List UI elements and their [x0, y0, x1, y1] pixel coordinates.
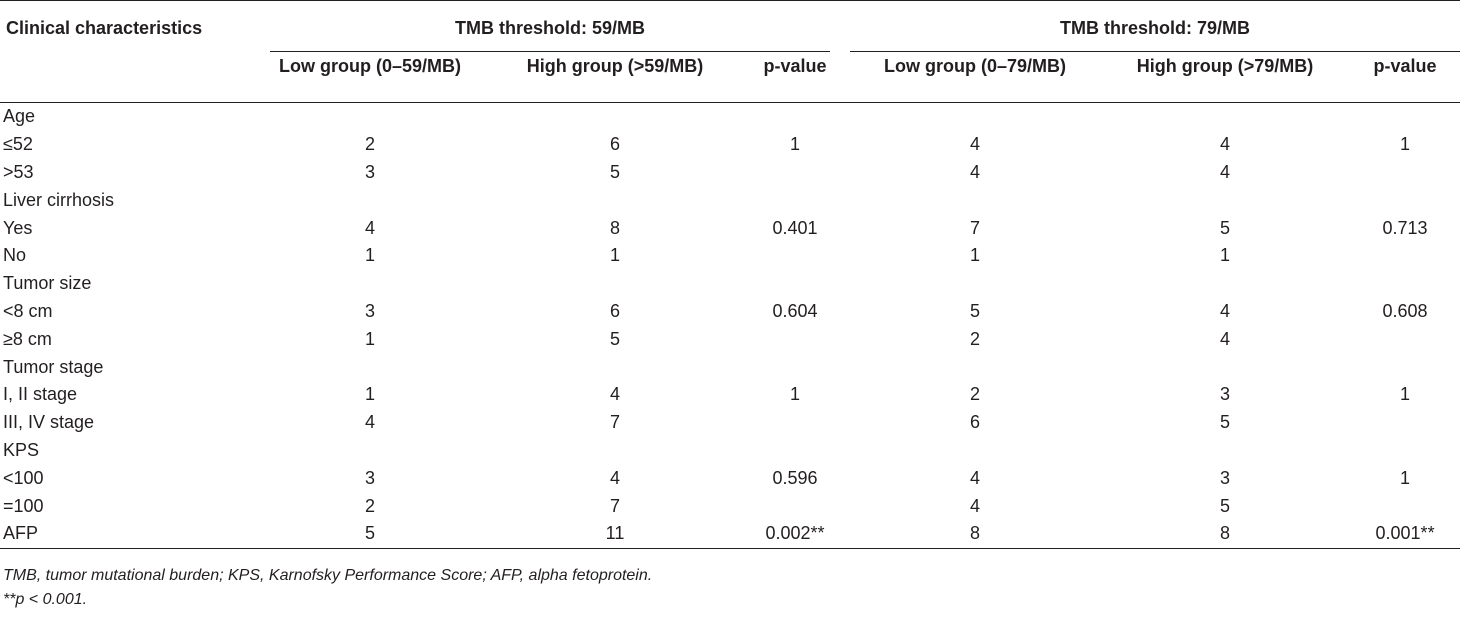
- cell-pvalue-59: 1: [790, 134, 801, 155]
- table-row: [0, 437, 1460, 465]
- cell-high-79: 4: [1220, 300, 1231, 321]
- cell-high-59: 6: [609, 134, 620, 155]
- header-low-59: Low group (0–59/MB): [250, 56, 490, 103]
- cell-low-59: [250, 103, 490, 131]
- cell-pvalue-79: [1350, 186, 1460, 214]
- cell-pvalue-59: 0.401: [772, 217, 818, 238]
- cell-low-59: 3: [364, 467, 375, 488]
- cell-pvalue-59: [740, 242, 850, 270]
- cell-pvalue-79: 1: [1400, 467, 1411, 488]
- row-label: Age: [3, 106, 36, 127]
- cell-low-59: 5: [250, 520, 490, 548]
- header-group-79-rule: [850, 51, 1460, 52]
- cell-high-79: 5: [1220, 412, 1231, 433]
- cell-high-59: 1: [609, 245, 620, 266]
- cell-pvalue-79: 0.001**: [1350, 520, 1460, 548]
- cell-pvalue-59: [740, 409, 850, 437]
- row-label: =100: [3, 495, 44, 516]
- row-label: ≥8 cm: [3, 328, 52, 349]
- row-label: KPS: [3, 439, 40, 460]
- cell-low-59: 4: [364, 412, 375, 433]
- row-label: III, IV stage: [3, 412, 95, 433]
- cell-low-59: 3: [364, 300, 375, 321]
- cell-pvalue-59: [740, 437, 850, 465]
- header-row-subgroups: [0, 56, 1460, 103]
- header-group-59-rule: [270, 51, 830, 52]
- cell-high-79: 5: [1220, 217, 1231, 238]
- cell-high-59: [490, 103, 740, 131]
- cell-pvalue-79: [1350, 353, 1460, 381]
- cell-high-59: [490, 270, 740, 298]
- cell-low-79: 8: [850, 520, 1100, 548]
- cell-high-59: 5: [609, 161, 620, 182]
- cell-pvalue-59: 1: [790, 384, 801, 405]
- cell-high-79: [1100, 437, 1350, 465]
- cell-low-79: [850, 437, 1100, 465]
- table-row: [0, 186, 1460, 214]
- cell-pvalue-79: 1: [1400, 384, 1411, 405]
- row-label: Yes: [3, 217, 33, 238]
- header-row-groups: [0, 1, 1460, 57]
- cell-low-79: 4: [970, 495, 981, 516]
- cell-pvalue-59: [740, 270, 850, 298]
- table-row: [0, 131, 1460, 159]
- cell-pvalue-79: [1350, 437, 1460, 465]
- cell-pvalue-59: [740, 325, 850, 353]
- cell-low-59: 2: [364, 134, 375, 155]
- cell-pvalue-79: [1350, 270, 1460, 298]
- cell-high-59: [490, 186, 740, 214]
- cell-pvalue-79: [1350, 103, 1460, 131]
- cell-high-79: [1100, 103, 1350, 131]
- cell-pvalue-59: 0.604: [772, 300, 818, 321]
- cell-low-79: 4: [970, 161, 981, 182]
- cell-low-59: [250, 186, 490, 214]
- cell-low-59: 4: [364, 217, 375, 238]
- cell-low-79: 5: [970, 300, 981, 321]
- header-low-79: Low group (0–79/MB): [850, 56, 1100, 103]
- row-label: Liver cirrhosis: [3, 189, 115, 210]
- row-label: <8 cm: [3, 300, 53, 321]
- table-header: [0, 1, 1460, 103]
- row-label: ≤52: [3, 134, 33, 155]
- cell-pvalue-59: [740, 159, 850, 187]
- cell-low-79: 1: [970, 245, 981, 266]
- cell-high-59: [490, 437, 740, 465]
- cell-high-59: 7: [609, 412, 620, 433]
- header-group-79-label: TMB threshold: 79/MB: [1060, 18, 1251, 38]
- row-label: AFP: [0, 520, 250, 548]
- row-label: No: [3, 245, 27, 266]
- table-footnotes: [3, 564, 652, 612]
- table-row: [0, 520, 1460, 548]
- header-high-59: High group (>59/MB): [490, 56, 740, 103]
- table-row: [0, 103, 1460, 131]
- cell-low-59: 1: [364, 245, 375, 266]
- header-empty-cell: [0, 56, 250, 103]
- table-row: [0, 492, 1460, 520]
- cell-high-59: 7: [609, 495, 620, 516]
- header-pvalue-79: p-value: [1350, 56, 1460, 103]
- cell-pvalue-59: [740, 103, 850, 131]
- footnote-abbreviations: TMB, tumor mutational burden; KPS, Karnofsky Performance Score; AFP, alpha fetoprotein.: [3, 567, 653, 584]
- row-label: >53: [3, 161, 34, 182]
- cell-pvalue-59: [740, 186, 850, 214]
- cell-high-59: 6: [609, 300, 620, 321]
- cell-low-79: 4: [970, 134, 981, 155]
- cell-low-59: 1: [364, 384, 375, 405]
- header-group-79: [850, 1, 1460, 57]
- cell-pvalue-79: 1: [1400, 134, 1411, 155]
- cell-high-79: 3: [1220, 384, 1231, 405]
- header-pvalue-59: p-value: [740, 56, 850, 103]
- row-label: Tumor size: [3, 273, 92, 294]
- cell-high-79: 5: [1220, 495, 1231, 516]
- cell-low-79: [850, 186, 1100, 214]
- table-row: [0, 381, 1460, 409]
- cell-high-59: 11: [490, 520, 740, 548]
- header-clinical-characteristics: Clinical characteristics: [0, 1, 250, 57]
- header-group-59: [250, 1, 850, 57]
- cell-low-79: 2: [970, 328, 981, 349]
- table-row: [0, 270, 1460, 298]
- cell-high-59: [490, 353, 740, 381]
- cell-high-59: 8: [609, 217, 620, 238]
- cell-low-79: 2: [970, 384, 981, 405]
- cell-low-79: [850, 353, 1100, 381]
- cell-high-59: 5: [609, 328, 620, 349]
- row-label: Tumor stage: [3, 356, 104, 377]
- cell-low-79: 6: [970, 412, 981, 433]
- header-group-59-label: TMB threshold: 59/MB: [455, 18, 646, 38]
- cell-high-79: 3: [1220, 467, 1231, 488]
- cell-pvalue-79: [1350, 325, 1460, 353]
- header-high-79: High group (>79/MB): [1100, 56, 1350, 103]
- table-row: [0, 159, 1460, 187]
- table-row: [0, 464, 1460, 492]
- cell-high-59: 4: [609, 467, 620, 488]
- cell-high-79: 8: [1100, 520, 1350, 548]
- cell-high-59: 4: [609, 384, 620, 405]
- cell-pvalue-59: 0.596: [772, 467, 818, 488]
- cell-low-59: [250, 437, 490, 465]
- cell-high-79: 1: [1220, 245, 1231, 266]
- table-row: [0, 214, 1460, 242]
- cell-pvalue-79: [1350, 492, 1460, 520]
- table-body: [0, 103, 1460, 549]
- row-label: <100: [3, 467, 44, 488]
- cell-low-59: 2: [364, 495, 375, 516]
- cell-high-79: [1100, 186, 1350, 214]
- cell-high-79: 4: [1220, 328, 1231, 349]
- cell-pvalue-79: 0.608: [1382, 300, 1428, 321]
- cell-low-79: 4: [970, 467, 981, 488]
- cell-low-79: 7: [970, 217, 981, 238]
- cell-low-59: [250, 270, 490, 298]
- cell-high-79: 4: [1220, 161, 1231, 182]
- cell-pvalue-59: [740, 492, 850, 520]
- cell-pvalue-59: 0.002**: [740, 520, 850, 548]
- cell-low-79: [850, 103, 1100, 131]
- cell-high-79: 4: [1220, 134, 1231, 155]
- cell-pvalue-79: [1350, 159, 1460, 187]
- table-row: [0, 242, 1460, 270]
- cell-pvalue-79: [1350, 409, 1460, 437]
- table-row: [0, 409, 1460, 437]
- cell-high-79: [1100, 270, 1350, 298]
- cell-pvalue-79: 0.713: [1382, 217, 1428, 238]
- cell-pvalue-79: [1350, 242, 1460, 270]
- table-row: [0, 298, 1460, 326]
- cell-low-59: 1: [364, 328, 375, 349]
- cell-pvalue-59: [740, 353, 850, 381]
- table-row: [0, 325, 1460, 353]
- table-row: [0, 353, 1460, 381]
- row-label: I, II stage: [3, 384, 78, 405]
- footnote-significance: **p < 0.001.: [3, 591, 88, 608]
- cell-high-79: [1100, 353, 1350, 381]
- cell-low-59: [250, 353, 490, 381]
- cell-low-59: 3: [364, 161, 375, 182]
- cell-low-79: [850, 270, 1100, 298]
